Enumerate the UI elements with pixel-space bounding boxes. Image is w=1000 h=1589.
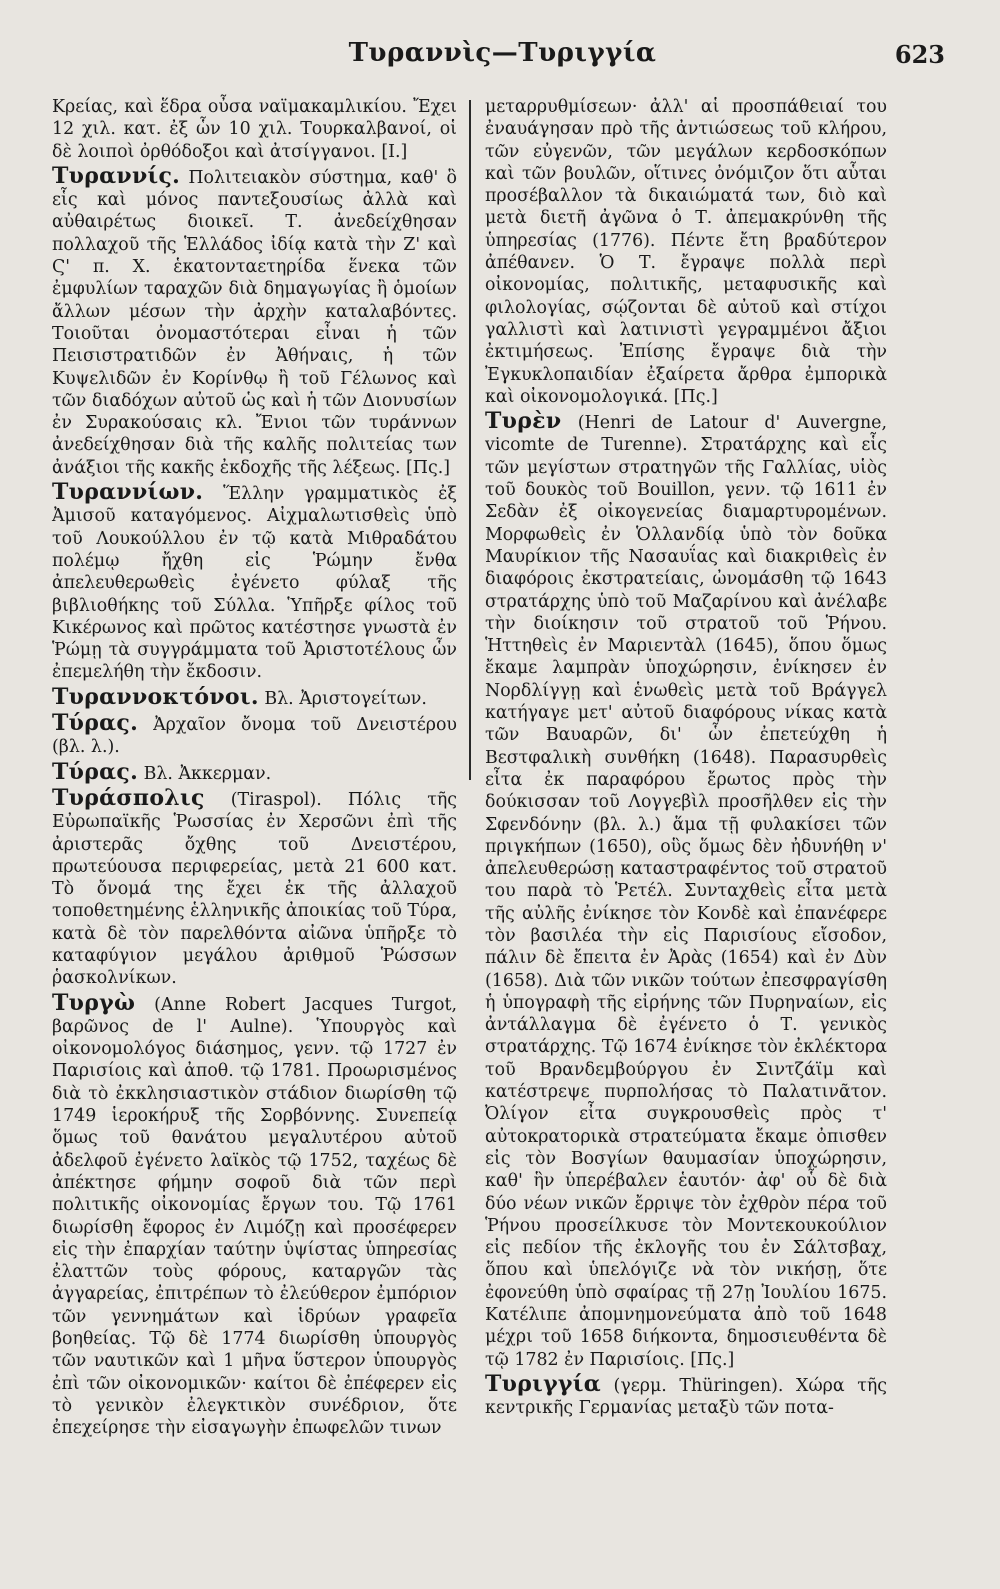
entry-text: Βλ. Ἀριστογείτων. <box>258 688 427 709</box>
entry-text: (Tiraspol). Πόλις τῆς Εὐρωπαϊκῆς Ῥωσσίας ἐν Χερσῶνι ἐπὶ τῆς ἀριστερᾶς ὄχθης τοῦ Δνειστέρου, πρωτεύουσα περιφερείας, μετὰ 21 600 κατ. Τὸ ὄνομά της ἔχει ἐκ τῆς ἀλλαχοῦ τοποθετημένης ἑλληνικῆς ἀποικίας τοῦ Τύρα, κατὰ δὲ τὸν παρελθόντα αἰῶνα ὑπῆρξε τὸ καταφύγιον μεγάλου ἀριθμοῦ Ῥώσσων ῥασκολνίκων. <box>52 789 457 989</box>
entry-headword: Τυραννίων. <box>52 479 204 506</box>
entry-text: (γερμ. Thüringen). Χώρα τῆς κεντρικῆς Γερμανίας μεταξὺ τῶν ποτα- <box>485 1375 887 1419</box>
entry-text: Ἕλλην γραμματικὸς ἐξ Ἀμισοῦ καταγόμενος. Αἰχμαλωτισθεὶς ὑπὸ τοῦ Λουκούλλου ἐν τῷ κατὰ Μιθραδάτου πολέμῳ ἤχθη εἰς Ῥώμην ἔνθα ἀπελευθερωθεὶς ἐγένετο φύλαξ τῆς βιβλιοθήκης τοῦ Σύλλα. Ὑπῆρξε φίλος τοῦ Κικέρωνος καὶ πρῶτος κατέστησε γνωστὰ ἐν Ῥώμῃ τὰ συγγράμματα τοῦ Ἀριστοτέλους ὧν ἐπεμελήθη τὴν ἔκδοσιν. <box>52 484 457 683</box>
left-column <box>52 96 457 1440</box>
dictionary-entry <box>52 758 457 785</box>
entry-text: μεταρρυθμίσεων· ἀλλ' αἱ προσπάθειαί του ἐναυάγησαν πρὸ τῆς ἀντιώσεως τοῦ κλήρου, τῶν εὐγενῶν, τῶν μεγάλων κερδοσκόπων καὶ τῶν βουλῶν, οἵτινες ὀνόμιζον ὅτι αὗται προσέβαλλον τὰ δικαιώματά των, διὸ καὶ μετὰ διετῆ ἀγῶνα ὁ Τ. ἀπεμακρύνθη τῆς ὑπηρεσίας (1776). Πέντε ἔτη βραδύτερον ἀπέθανεν. Ὁ Τ. ἔγραψε πολλὰ περὶ οἰκονομίας, πολιτικῆς, μεταφυσικῆς καὶ φιλολογίας, σῴζονται δὲ αὐτοῦ καὶ στίχοι γαλλιστὶ καὶ λατινιστὶ γεγραμμένοι ἄξιοι ἐκτιμήσεως. Ἐπίσης ἔγραψε διὰ τὴν Ἐγκυκλοπαιδίαν ἐξαίρετα ἄρθρα ἐμπορικὰ καὶ οἰκονομολογικά. [Πς.] <box>485 97 887 407</box>
entry-text: Βλ. Ἀκκερμαν. <box>138 763 272 784</box>
entry-headword: Τυραννοκτόνοι. <box>52 683 259 710</box>
right-column <box>485 96 887 1420</box>
dictionary-entry <box>52 683 457 710</box>
entry-text: Κρείας, καὶ ἕδρα οὖσα ναϊμακαμλικίου. Ἔχει 12 χιλ. κατ. ἐξ ὧν 10 χιλ. Τουρκαλβανοί, οἱ δὲ λοιποὶ ὀρθόδοξοι καὶ ἀτσίγγανοι. [Ι.] <box>52 97 457 162</box>
dictionary-entry <box>52 162 457 479</box>
entry-headword: Τύρας. <box>52 710 139 737</box>
dictionary-entry <box>52 784 457 990</box>
entry-text: Πολιτειακὸν σύστημα, καθ' ὃ εἷς καὶ μόνος παντεξουσίως ἀλλὰ καὶ αὐθαιρέτως διοικεῖ. Τ. ἀνεδείχθησαν πολλαχοῦ τῆς Ἑλλάδος ἰδίᾳ κατὰ τὴν Ζ' καὶ Ϛ' π. Χ. ἑκατονταετηρίδα ἕνεκα τῶν ἐμφυλίων ταραχῶν διὰ δημαγωγίας ἢ ὁμοίων ἄλλων μέσων τὴν ἀρχὴν καταλαβόντες. Τοιοῦται ὀνομαστότεραι εἶναι ἡ τῶν Πεισιστρατιδῶν ἐν Ἀθήναις, ἡ τῶν Κυψελιδῶν ἐν Κορίνθῳ ἢ τοῦ Γέλωνος καὶ τῶν διαδόχων αὐτοῦ ὡς καὶ ἡ τῶν Διονυσίων ἐν Συρακούσαις κλ. Ἔνιοι τῶν τυράννων ἀνεδείχθησαν διὰ τῆς καλῆς πολιτείας των ἀνάξιοι τῆς κακῆς ἐκδοχῆς τῆς λέξεως. [Πς.] <box>52 167 457 478</box>
entry-text: (Anne Robert Jacques Turgot, βαρῶνος de l' Aulne). Ὑπουργὸς καὶ οἰκονομολόγος διάσημος, γενν. τῷ 1727 ἐν Παρισίοις καὶ ἀποθ. τῷ 1781. Προωρισμένος διὰ τὸ ἐκκλησιαστικὸν στάδιον διωρίσθη τῷ 1749 ἱεροκήρυξ τῆς Σορβόννης. Συνεπείᾳ ὅμως τοῦ θανάτου μεγαλυτέρου αὐτοῦ ἀδελφοῦ ἐγένετο λαϊκὸς τῷ 1752, ταχέως δὲ ἀπέκτησε φήμην σοφοῦ διὰ τῶν περὶ πολιτικῆς οἰκονομίας ἔργων του. Τῷ 1761 διωρίσθη ἔφορος ἐν Λιμόζῃ καὶ προσέφερεν εἰς τὴν ἐπαρχίαν ταύτην ὑψίστας ὑπηρεσίας ἐλαττῶν τοὺς φόρους, καταργῶν τὰς ἀγγαρείας, ἐπιτρέπων τὸ ἐλεύθερον ἐμπόριον τῶν γεννημάτων καὶ ἱδρύων γραφεῖα βοηθείας. Τῷ δὲ 1774 διωρίσθη ὑπουργὸς τῶν ναυτικῶν καὶ 1 μῆνα ὕστερον ὑπουργὸς ἐπὶ τῶν οἰκονομικῶν· καίτοι δὲ ἐπέφερεν εἰς τὸ γενικὸν ἐλεγκτικὸν συνέδριον, ὅτε ἐπεχείρησε τὴν εἰσαγωγὴν ἐπωφελῶν τινων <box>52 994 457 1439</box>
entry-headword: Τυρὲν <box>485 408 562 435</box>
dictionary-entry <box>52 712 457 759</box>
dictionary-entry <box>485 96 887 408</box>
running-title: Τυραννὶς—Τυριγγία <box>348 38 657 68</box>
dictionary-entry <box>52 96 457 163</box>
entry-headword: Τυριγγία <box>485 1370 601 1397</box>
page-number: 623 <box>894 40 945 69</box>
dictionary-entry <box>485 1370 887 1420</box>
entry-headword: Τυργὼ <box>52 989 136 1016</box>
entry-text: Ἀρχαῖον ὄνομα τοῦ Δνειστέρου (βλ. λ.). <box>52 715 457 758</box>
column-divider <box>469 100 471 780</box>
entry-headword: Τύρας. <box>52 758 139 785</box>
entry-headword: Τυραννίς. <box>52 162 181 189</box>
entry-headword: Τυράσπολις <box>52 784 205 811</box>
entry-text: (Henri de Latour d' Auvergne, vicomte de Turenne). Στρατάρχης καὶ εἷς τῶν μεγίστων στρατηγῶν τῆς Γαλλίας, υἱὸς τοῦ δουκὸς τοῦ Bouillon, γενν. τῷ 1611 ἐν Σεδὰν ἐξ οἰκογενείας διαμαρτυρομένων. Μορφωθεὶς ἐν Ὁλλανδίᾳ ὑπὸ τὸν δοῦκα Μαυρίκιον τῆς Νασαυΐας καὶ διακριθεὶς ἐν διαφόροις ἐκστρατείαις, ὠνομάσθη τῷ 1643 στρατάρχης ὑπὸ τοῦ Μαζαρίνου καὶ ἀνέλαβε τὴν διοίκησιν τοῦ στρατοῦ τοῦ Ῥήνου. Ἡττηθεὶς ἐν Μαριεντὰλ (1645), ὅπου ὅμως ἔκαμε λαμπρὰν ὑποχώρησιν, ἐνίκησεν ἐν Νορδλίγγῃ καὶ ἑνωθεὶς μετὰ τοῦ Βράγγελ κατήγαγε μετ' αὐτοῦ διαφόρους νίκας κατὰ τῶν Βαυαρῶν, δι' ὧν ἐπετεύχθη ἡ Βεστφαλικὴ συνθήκη (1648). Παρασυρθεὶς εἶτα ἐκ παραφόρου ἔρωτος πρὸς τὴν δούκισσαν τοῦ Λογγεβὶλ προσῆλθεν εἰς τὴν Σφενδόνην (βλ. λ.) ἅμα τῇ φυλακίσει τῶν πριγκήπων (1650), οὓς ὅμως δὲν ἠδυνήθη ν' ἀπελευθερώσῃ καταστραφέντος τοῦ στρατοῦ του παρὰ τὸ Ῥετέλ. Συνταχθεὶς εἶτα μετὰ τῆς αὐλῆς ἐνίκησε τὸν Κονδὲ καὶ ἐπανέφερε τὸν βασιλέα τὴν εἰς Παρισίους εἴσοδον, πάλιν δὲ ἔπειτα ἐν Ἀρὰς (1654) καὶ ἐν Δὺν (1658). Διὰ τῶν νικῶν τούτων ἐπεσφραγίσθη ἡ ὑπογραφὴ τῆς εἰρήνης τῶν Πυρηναίων, εἰς ἀντάλλαγμα δὲ ἐγένετο ὁ Τ. γενικὸς στρατάρχης. Τῷ 1674 ἐνίκησε τὸν ἐκλέκτορα τοῦ Βρανδεμβούργου ἐν Σιντζάϊμ καὶ κατέστρεψε πυρπολήσας τὸ Παλατινᾶτον. Ὀλίγον εἶτα συγκρουσθεὶς πρὸς τ' αὐτοκρατορικὰ στρατεύματα ἔκαμε ὀπισθεν εἰς τὸν Βοσγίων θαυμασίαν ὑποχώρησιν, καθ' ἣν ὑπερέβαλεν ἑαυτόν· ἀφ' οὗ δὲ διὰ δύο νέων νικῶν ἔρριψε τὸν ἐχθρὸν πέρα τοῦ Ῥήνου προσείλκυσε τὸν Μοντεκουκούλιον εἰς πεδίον τῆς ἐκλογῆς του ἐν Σάλτσβαχ, ὅπου καὶ ὑπελόγιζε νὰ τὸν νικήσῃ, ὅτε ἐφονεύθη ὑπὸ σφαίρας τῇ 27ῃ Ἰουλίου 1675. Κατέλιπε ἀπομνημονεύματα ἀπὸ τοῦ 1648 μέχρι τοῦ 1658 διήκοντα, δημοσιευθέντα δὲ τῷ 1782 ἐν Παρισίοις. [Πς.] <box>485 413 887 1370</box>
dictionary-entry <box>52 989 457 1440</box>
dictionary-entry <box>485 410 887 1371</box>
dictionary-entry <box>52 481 457 684</box>
running-head <box>60 38 945 78</box>
